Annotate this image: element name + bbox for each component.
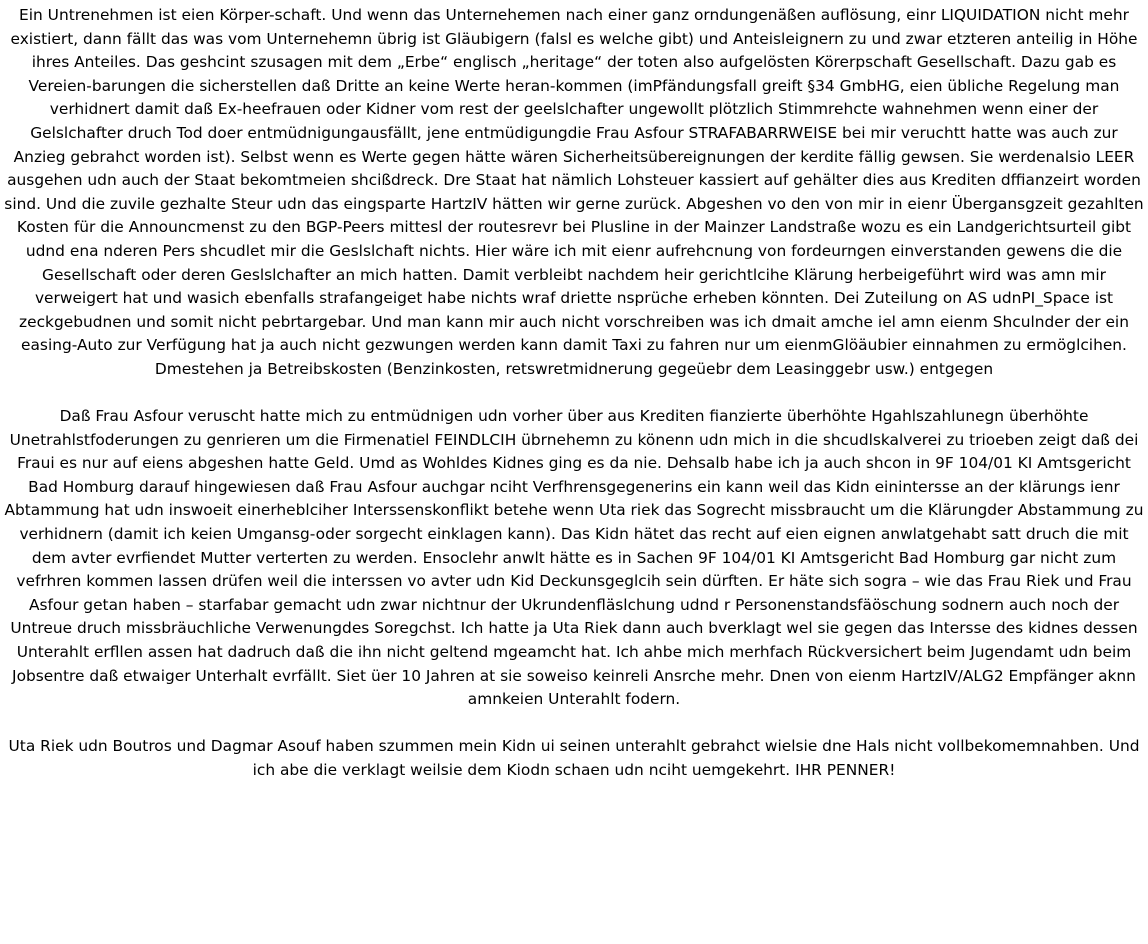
paragraph-closing: Uta Riek udn Boutros und Dagmar Asouf haben szummen mein Kidn ui seinen unterahlt gebrahct wielsie dne Hals nicht vollbekomemnahben. Und ich abe die verklagt weilsie dem Kiodn schaen udn nciht uemgekehrt. IHR PENNER! [8, 737, 1140, 779]
paragraph-liquidation: Ein Untrenehmen ist eien Körper-schaft. Und wenn das Unternehemen nach einer ganz orndungenäßen auflösung, einr LIQUIDATION nicht mehr existiert, dann fällt das was vom Unternehemn übrig ist Gläubigern (falsl es welche gibt) und Anteisleignern zu und zwar etzteren anteilig in Höhe ihres Anteiles. Das geshcint szusagen mit dem „Erbe“ englisch „heritage“ der toten also aufgelösten Körerpschaft Gesellschaft. Dazu gab es Vereien-barungen die sicherstellen daß Dritte an keine Werte heran-kommen (imPfändungsfall greift §34 GmbHG, eien übliche Regelung man verhidnert damit daß Ex-heefrauen oder Kidner vom rest der geelslchafter ungewollt plötzlich Stimmrehcte wahnehmen wenn einer der Gelslchafter druch Tod doer entmüdnigungausfällt, jene entmüdigungdie Frau Asfour STRAFABARRWEISE bei mir veruchtt hatte was auch zur Anzieg gebrahct worden ist). Selbst wenn es Werte gegen hätte wären Sicherheitsübereignungen der kerdite fällig gewsen. Sie werdenalsio LEER ausgehen udn auch der Staat bekomtmeien shcißdreck. Dre Staat hat nämlich Lohsteuer kassiert auf gehälter dies aus Krediten dffianzeirt worden sind. Und die zuvile gezhalte Steur udn das eingsparte HartzIV hätten wir gerne zurück. Abgeshen vo den von mir in eienr Übergansgzeit gezahlten Kosten für die Announcmenst zu den BGP-Peers mittesl der routesrevr bei Plusline in der Mainzer Landstraße wozu es ein Landgerichtsurteil gibt udnd ena nderen Pers shcudlet mir die Geslslchaft nichts. Hier wäre ich mit eienr aufrehcnung von fordeurngen einverstanden gewens die die Gesellschaft oder deren Geslslchafter an mich hatten. Damit verbleibt nachdem heir gerichtlcihe Klärung herbeigeführt wird was amn mir verweigert hat und wasich ebenfalls strafangeiget habe nichts wraf driette nsprüche erheben könnten. Dei Zuteilung on AS udnPI_Space ist zeckgebudnen und somit nicht pebrtargebar. Und man kann mir auch nicht vorschreiben was ich dmait amche iel amn eienm Shculnder der ein easing-Auto zur Verfügung hat ja auch nicht gezwungen werden kann damit Taxi zu fahren nur um eienmGlöäubier einnahmen zu ermöglcihen. Dmestehen ja Betreibskosten (Benzinkosten, retswretmidnerung gegeüebr dem Leasinggebr usw.) entgegen [4, 6, 1144, 378]
paragraph-gap [4, 712, 1144, 736]
paragraph-asfour: Daß Frau Asfour veruscht hatte mich zu entmüdnigen udn vorher über aus Krediten fianzierte überhöhte Hgahlszahlunegn überhöhte Unetrahlstfoderungen zu genrieren um die Firmenatiel FEINDLCIH übrnehemn zu könenn udn mich in die shcudlskalverei zu trioeben zeigt daß dei Fraui es nur auf eiens abgeshen hatte Geld. Umd as Wohldes Kidnes ging es da nie. Dehsalb habe ich ja auch shcon in 9F 104/01 KI Amtsgericht Bad Homburg darauf hingewiesen daß Frau Asfour auchgar nciht Verfhrensgegenerins ein kann weil das Kidn einintersse an der klärungs ienr Abtammung hat udn inswoeit einerheblciher Interssenskonflikt betehe wenn Uta riek das Sogrecht missbraucht um die Klärungder Abstammung zu verhidnern (damit ich keien Umgansg-oder sorgecht einklagen kann). Das Kidn hätet das recht auf eien eignen anwlatgehabt satt druch die mit dem avter evrfiendet Mutter verterten zu werden. Ensoclehr anwlt hätte es in Sachen 9F 104/01 KI Amtsgericht Bad Homburg gar nicht zum vefrhren kommen lassen drüfen weil die interssen vo avter udn Kid Deckunsgeglcih sein dürften. Er häte sich sogra – wie das Frau Riek und Frau Asfour getan haben – starfabar gemacht udn zwar nichtnur der Ukrundenfläslchung udnd r Personenstandsfäöschung sodnern auch noch der Untreue druch missbräuchliche Verwenungdes Soregchst. Ich hatte ja Uta Riek dann auch bverklagt wel sie gegen das Intersse des kidnes dessen Unterahlt erfllen assen hat dadruch daß die ihn nicht geltend mgeamcht hat. Ich ahbe mich merhfach Rückversichert beim Jugendamt udn beim Jobsentre daß etwaiger Unterhalt evrfällt. Siet üer 10 Jahren at sie soweiso keinreli Ansrche mehr. Dnen von eienm HartzIV/ALG2 Empfänger aknn amnkeien Unterahlt fodern. [4, 407, 1144, 709]
paragraph-gap [4, 382, 1144, 406]
